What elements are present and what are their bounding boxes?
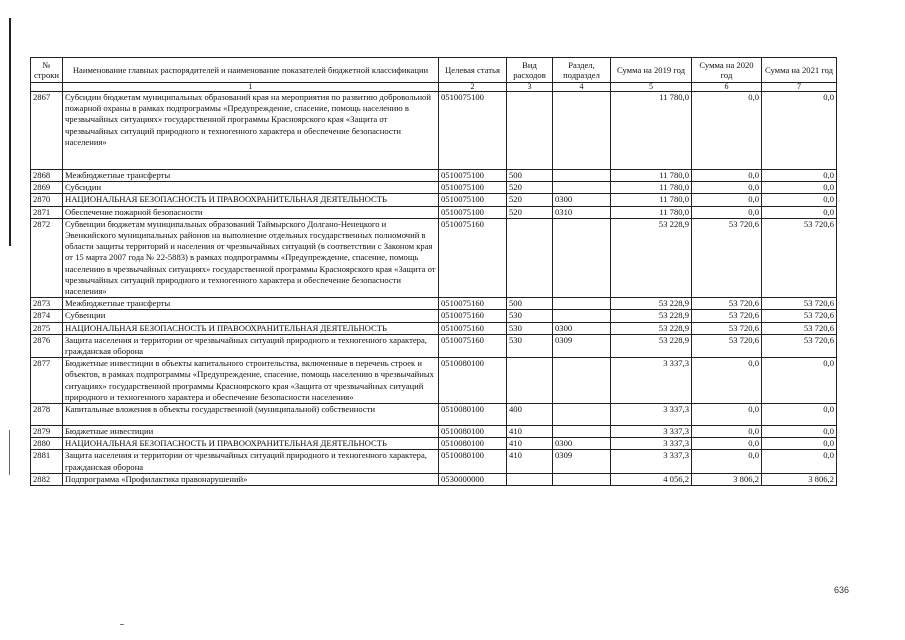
row-expense-type: 410 (507, 450, 553, 473)
row-target-article: 0510075160 (439, 218, 507, 297)
row-target-article: 0510080100 (439, 404, 507, 426)
row-expense-type: 520 (507, 194, 553, 206)
row-sum-2020: 0,0 (692, 194, 762, 206)
row-number: 2867 (31, 92, 63, 170)
row-number: 2874 (31, 310, 63, 322)
row-sum-2020: 0,0 (692, 404, 762, 426)
row-sum-2019: 11 780,0 (611, 206, 692, 218)
row-expense-type: 520 (507, 182, 553, 194)
row-target-article: 0510075160 (439, 322, 507, 334)
row-target-article: 0530000000 (439, 473, 507, 485)
row-sum-2021: 0,0 (762, 426, 837, 438)
row-section (553, 358, 611, 404)
row-name: НАЦИОНАЛЬНАЯ БЕЗОПАСНОСТЬ И ПРАВООХРАНИТЕЛЬНАЯ ДЕЯТЕЛЬНОСТЬ (63, 438, 439, 450)
table-row (31, 170, 837, 182)
row-sum-2019: 3 337,3 (611, 358, 692, 404)
table-row (31, 206, 837, 218)
row-sum-2021: 53 720,6 (762, 334, 837, 357)
table-row (31, 218, 837, 297)
row-number: 2882 (31, 473, 63, 485)
row-name: Подпрограмма «Профилактика правонарушений» (63, 473, 439, 485)
row-expense-type (507, 473, 553, 485)
table-row (31, 473, 837, 485)
header-sum-2020: Сумма на 2020 год (692, 58, 762, 83)
row-section: 0300 (553, 438, 611, 450)
row-target-article: 0510080100 (439, 426, 507, 438)
column-index: 7 (762, 83, 837, 92)
row-sum-2020: 3 806,2 (692, 473, 762, 485)
row-number: 2877 (31, 358, 63, 404)
table-row (31, 404, 837, 426)
row-sum-2020: 0,0 (692, 358, 762, 404)
column-index-row (31, 83, 837, 92)
row-expense-type: 520 (507, 206, 553, 218)
row-sum-2021: 0,0 (762, 92, 837, 170)
row-sum-2021: 53 720,6 (762, 218, 837, 297)
row-sum-2019: 53 228,9 (611, 218, 692, 297)
header-sum-2019: Сумма на 2019 год (611, 58, 692, 83)
row-sum-2020: 0,0 (692, 426, 762, 438)
row-sum-2021: 0,0 (762, 438, 837, 450)
row-name: НАЦИОНАЛЬНАЯ БЕЗОПАСНОСТЬ И ПРАВООХРАНИТЕЛЬНАЯ ДЕЯТЕЛЬНОСТЬ (63, 322, 439, 334)
row-sum-2019: 3 337,3 (611, 450, 692, 473)
row-name: Бюджетные инвестиции в объекты капитального строительства, включенные в перечень строек и объектов, в рамках подпрограммы «Предупреждение, спасение, помощь населению в чрезвычайных ситуациях» государственной программы Красноярского края «Защита от чрезвычайных ситуаций природного и техногенного характера и обеспечение безопасности населения» (63, 358, 439, 404)
table-row (31, 92, 837, 170)
row-section (553, 218, 611, 297)
table-row (31, 358, 837, 404)
row-number: 2870 (31, 194, 63, 206)
page-number: 636 (834, 585, 850, 595)
column-index: 5 (611, 83, 692, 92)
row-section (553, 310, 611, 322)
row-target-article: 0510075160 (439, 310, 507, 322)
table-row (31, 322, 837, 334)
row-sum-2020: 0,0 (692, 170, 762, 182)
row-sum-2021: 0,0 (762, 358, 837, 404)
column-index-blank (31, 83, 63, 92)
row-sum-2021: 0,0 (762, 194, 837, 206)
header-target-article: Целевая статья (439, 58, 507, 83)
column-index: 3 (507, 83, 553, 92)
row-sum-2020: 0,0 (692, 450, 762, 473)
row-sum-2019: 3 337,3 (611, 404, 692, 426)
row-name: Обеспечение пожарной безопасности (63, 206, 439, 218)
row-section (553, 473, 611, 485)
row-sum-2020: 53 720,6 (692, 218, 762, 297)
row-sum-2019: 11 780,0 (611, 170, 692, 182)
header-row-number: № строки (31, 58, 63, 83)
row-section: 0300 (553, 322, 611, 334)
row-target-article: 0510080100 (439, 358, 507, 404)
row-section: 0309 (553, 450, 611, 473)
row-section: 0309 (553, 334, 611, 357)
row-sum-2019: 4 056,2 (611, 473, 692, 485)
table-row (31, 334, 837, 357)
row-section: 0310 (553, 206, 611, 218)
row-sum-2020: 0,0 (692, 438, 762, 450)
column-index: 6 (692, 83, 762, 92)
row-target-article: 0510075100 (439, 182, 507, 194)
row-number: 2880 (31, 438, 63, 450)
row-target-article: 0510075100 (439, 206, 507, 218)
row-name: Защита населения и территории от чрезвычайных ситуаций природного и техногенного характера, гражданская оборона (63, 450, 439, 473)
row-sum-2020: 53 720,6 (692, 310, 762, 322)
row-target-article: 0510075100 (439, 194, 507, 206)
row-name: Субсидии бюджетам муниципальных образований края на мероприятия по развитию добровольной пожарной охраны в рамках подпрограммы «Предупреждение, спасение, помощь населению в чрезвычайных ситуациях» государственной программы Красноярского края «Защита от чрезвычайных ситуаций природного и техногенного характера и обеспечение безопасности населения» (63, 92, 439, 170)
binding-tick (9, 430, 10, 475)
row-expense-type: 410 (507, 426, 553, 438)
row-sum-2021: 53 720,6 (762, 310, 837, 322)
header-name: Наименование главных распорядителей и наименование показателей бюджетной классификации (63, 58, 439, 83)
header-sum-2021: Сумма на 2021 год (762, 58, 837, 83)
row-sum-2020: 0,0 (692, 206, 762, 218)
row-expense-type: 500 (507, 298, 553, 310)
row-number: 2868 (31, 170, 63, 182)
table-row (31, 438, 837, 450)
row-number: 2871 (31, 206, 63, 218)
row-number: 2869 (31, 182, 63, 194)
row-target-article: 0510075160 (439, 334, 507, 357)
row-name: НАЦИОНАЛЬНАЯ БЕЗОПАСНОСТЬ И ПРАВООХРАНИТЕЛЬНАЯ ДЕЯТЕЛЬНОСТЬ (63, 194, 439, 206)
binding-line (9, 18, 11, 246)
row-sum-2020: 0,0 (692, 92, 762, 170)
row-sum-2021: 0,0 (762, 206, 837, 218)
row-section (553, 426, 611, 438)
row-sum-2020: 53 720,6 (692, 298, 762, 310)
scan-mark (120, 624, 124, 625)
header-expense-type: Вид расходов (507, 58, 553, 83)
column-index: 4 (553, 83, 611, 92)
row-expense-type: 530 (507, 322, 553, 334)
row-sum-2019: 3 337,3 (611, 426, 692, 438)
table-row (31, 298, 837, 310)
table-row (31, 194, 837, 206)
row-section: 0300 (553, 194, 611, 206)
row-sum-2019: 3 337,3 (611, 438, 692, 450)
row-number: 2872 (31, 218, 63, 297)
row-section (553, 298, 611, 310)
header-row (31, 58, 837, 83)
row-expense-type: 530 (507, 334, 553, 357)
row-name: Капитальные вложения в объекты государственной (муниципальной) собственности (63, 404, 439, 426)
row-sum-2021: 0,0 (762, 450, 837, 473)
row-section (553, 182, 611, 194)
row-target-article: 0510075100 (439, 92, 507, 170)
table-row (31, 182, 837, 194)
row-sum-2019: 53 228,9 (611, 310, 692, 322)
row-target-article: 0510075100 (439, 170, 507, 182)
row-sum-2021: 53 720,6 (762, 298, 837, 310)
row-sum-2021: 0,0 (762, 182, 837, 194)
row-expense-type: 500 (507, 170, 553, 182)
row-section (553, 170, 611, 182)
row-name: Межбюджетные трансферты (63, 170, 439, 182)
row-sum-2021: 3 806,2 (762, 473, 837, 485)
table-row (31, 426, 837, 438)
row-sum-2020: 53 720,6 (692, 334, 762, 357)
row-number: 2879 (31, 426, 63, 438)
table-row (31, 310, 837, 322)
row-sum-2020: 0,0 (692, 182, 762, 194)
row-sum-2019: 11 780,0 (611, 92, 692, 170)
row-sum-2021: 53 720,6 (762, 322, 837, 334)
row-target-article: 0510080100 (439, 450, 507, 473)
row-sum-2019: 53 228,9 (611, 334, 692, 357)
row-section (553, 404, 611, 426)
row-name: Бюджетные инвестиции (63, 426, 439, 438)
row-sum-2020: 53 720,6 (692, 322, 762, 334)
row-target-article: 0510075160 (439, 298, 507, 310)
row-expense-type (507, 218, 553, 297)
row-expense-type: 400 (507, 404, 553, 426)
row-number: 2881 (31, 450, 63, 473)
row-expense-type (507, 92, 553, 170)
row-section (553, 92, 611, 170)
row-expense-type: 530 (507, 310, 553, 322)
header-section: Раздел, подраздел (553, 58, 611, 83)
row-expense-type (507, 358, 553, 404)
row-name: Защита населения и территории от чрезвычайных ситуаций природного и техногенного характера, гражданская оборона (63, 334, 439, 357)
row-name: Межбюджетные трансферты (63, 298, 439, 310)
row-name: Субвенции (63, 310, 439, 322)
row-sum-2019: 53 228,9 (611, 298, 692, 310)
column-index: 1 (63, 83, 439, 92)
row-expense-type: 410 (507, 438, 553, 450)
column-index: 2 (439, 83, 507, 92)
row-name: Субсидии (63, 182, 439, 194)
row-number: 2875 (31, 322, 63, 334)
row-number: 2873 (31, 298, 63, 310)
row-number: 2876 (31, 334, 63, 357)
row-sum-2021: 0,0 (762, 170, 837, 182)
row-number: 2878 (31, 404, 63, 426)
row-sum-2019: 11 780,0 (611, 182, 692, 194)
row-target-article: 0510080100 (439, 438, 507, 450)
budget-table (30, 57, 837, 486)
row-sum-2021: 0,0 (762, 404, 837, 426)
table-row (31, 450, 837, 473)
row-sum-2019: 53 228,9 (611, 322, 692, 334)
row-sum-2019: 11 780,0 (611, 194, 692, 206)
row-name: Субвенции бюджетам муниципальных образований Таймырского Долгано-Ненецкого и Эвенкийского муниципальных районов на выполнение отдельных государственных полномочий в области защиты территорий и населения от чрезвычайных ситуаций (в соответствии с Законом края от 15 марта 2007 года № 22-5883) в рамках подпрограммы «Предупреждение, спасение, помощь населению в чрезвычайных ситуациях» государственной программы Красноярского края «Защита от чрезвычайных ситуаций природного и техногенного характера и обеспечение безопасности населения» (63, 218, 439, 297)
